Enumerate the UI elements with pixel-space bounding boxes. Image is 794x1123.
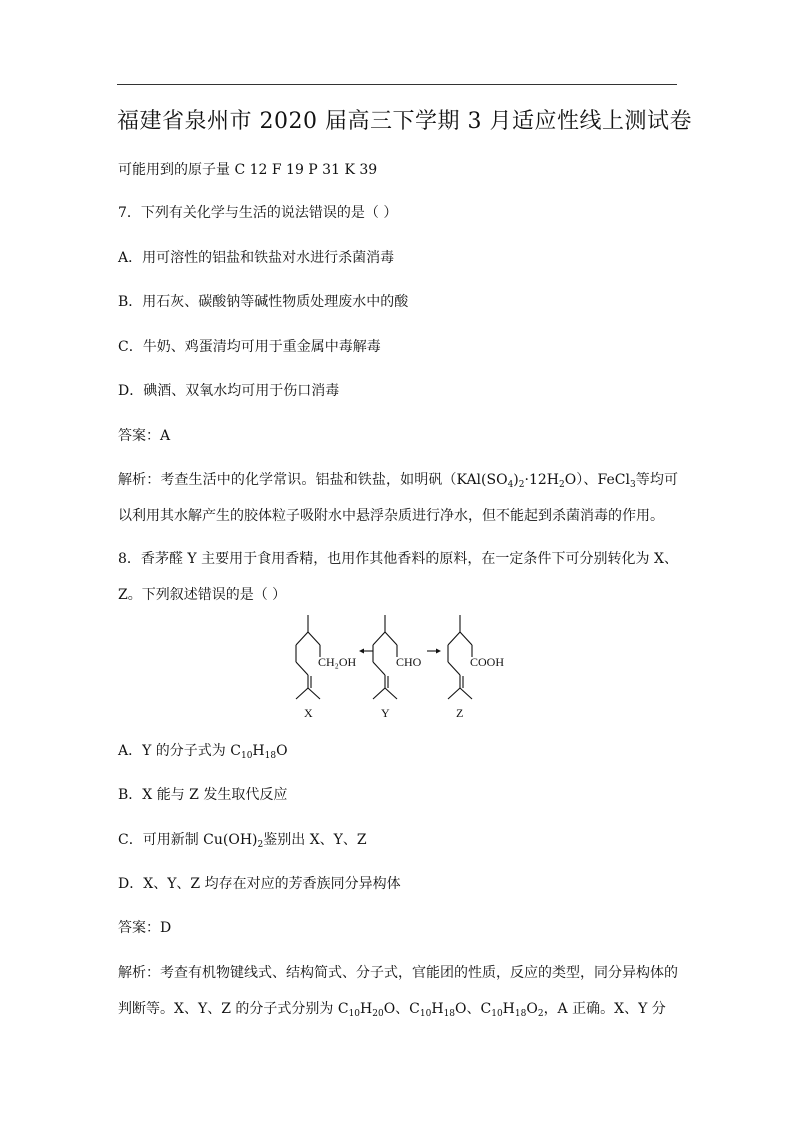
q7-analysis: 解析：考查生活中的化学常识。铝盐和铁盐，如明矾$(KAl(SO_4)_2\cdot 12H_2O)$、FeCl$_3$等均可以利用其水解产生的胶体粒子吸附水中悬浮杂质进行净水，但不能起到杀菌消毒的作用。: [118, 472, 679, 524]
q8-structures-diagram: [260, 610, 540, 725]
q8-option-d: D．X、Y、Z 均存在对应的芳香族同分异构体: [118, 876, 401, 892]
q8-answer: 答案：D: [118, 920, 172, 936]
q8-stem: 8．香茅醛 Y 主要用于食用香精，也用作其他香料的原料，在一定条件下可分别转化为 X、Z。下列叙述错误的是（ ）: [118, 551, 678, 603]
x-group-label: CH₂OH: [318, 655, 357, 669]
q8-option-b: B．X 能与 Z 发生取代反应: [118, 787, 288, 803]
arrow-y-to-x: [359, 649, 373, 654]
q8-analysis: 解析：考查有机物键线式、结构简式、分子式，官能团的性质，反应的类型，同分异构体的判断等。X、Y、Z 的分子式分别为 $C_{10}H_{20}O$、$C_{10}H_{18}O$、$C_{10}H_{18}O_2$，A 正确。X、Y 分: [118, 965, 678, 1019]
q7-option-c: C．牛奶、鸡蛋清均可用于重金属中毒解毒: [118, 339, 381, 355]
y-group-label: CHO: [396, 655, 422, 669]
page-title: 福建省泉州市 2020 届高三下学期 3 月适应性线上测试卷: [117, 109, 692, 134]
q7-option-b: B．用石灰、碳酸钠等碱性物质处理废水中的酸: [118, 294, 409, 310]
structure-z: [448, 615, 504, 720]
y-label: Y: [381, 706, 390, 720]
q8-option-c: C．可用新制 $Cu(OH)_2$鉴别出 X、Y、Z: [118, 832, 367, 850]
atomic-masses: 可能用到的原子量 C 12 F 19 P 31 K 39: [118, 162, 378, 178]
q7-answer: 答案：A: [118, 428, 171, 444]
q8-option-a: A．Y 的分子式为 $C_{10}H_{18}O$: [118, 743, 288, 761]
z-label: Z: [456, 706, 464, 720]
q7-option-d: D．碘酒、双氧水均可用于伤口消毒: [118, 383, 340, 399]
q7-option-a: A．用可溶性的铝盐和铁盐对水进行杀菌消毒: [118, 250, 395, 266]
structure-x: [296, 615, 357, 720]
x-label: X: [304, 706, 313, 720]
header-rule: [117, 84, 677, 85]
z-group-label: COOH: [470, 655, 505, 669]
arrow-y-to-z: [427, 649, 441, 654]
structure-y: [373, 615, 422, 720]
q7-stem: 7．下列有关化学与生活的说法错误的是（ ）: [118, 205, 398, 221]
